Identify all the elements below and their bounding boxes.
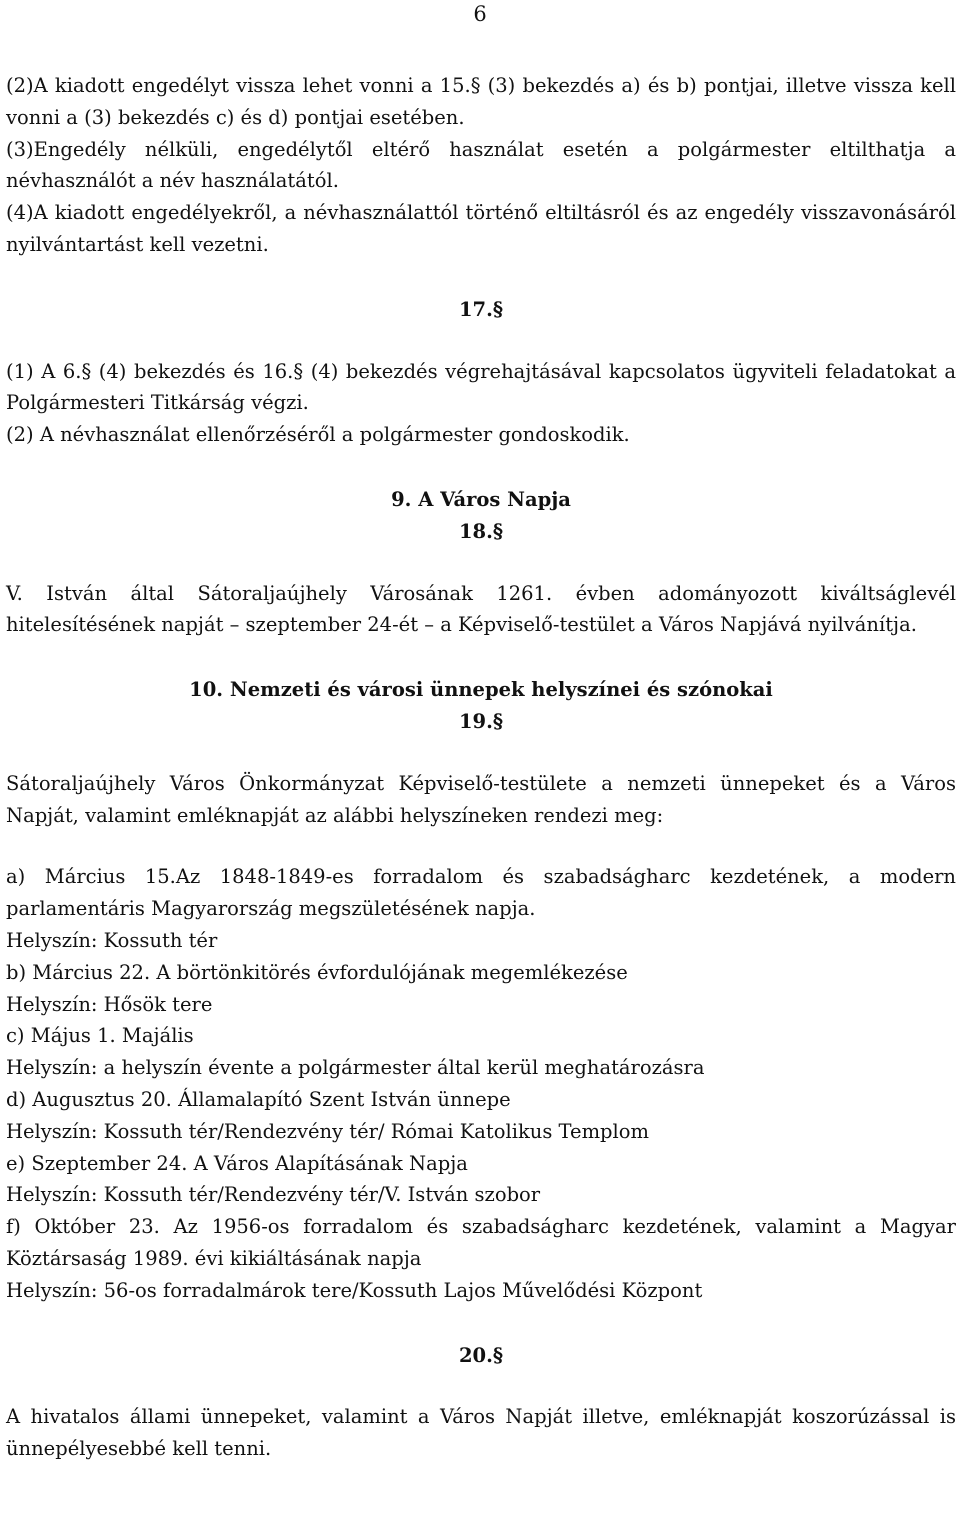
chapter-10-title: 10. Nemzeti és városi ünnepek helyszínei és szónokai [189,678,773,702]
holiday-event: f) Október 23. Az 1956-os forradalom és szabadságharc kezdetének, valamint a Magyar Köztársaság 1989. évi kikiáltásának napja [6,1215,956,1270]
document-body [6,70,956,1465]
section-20-title: 20.§ [458,1343,504,1367]
holiday-event: b) Március 22. A börtönkitörés évfordulójának megemlékezése [6,960,628,984]
chapter-9-title: 9. A Város Napja [391,487,571,511]
paragraph-19-intro: Sátoraljaújhely Város Önkormányzat Képviselő-testülete a nemzeti ünnepeket és a Város Napját, valamint emléknapját az alábbi helyszíneken rendezi meg: [6,771,956,827]
section-19-title: 19.§ [458,709,504,733]
holiday-event: a) Március 15.Az 1848-1849-es forradalom és szabadságharc kezdetének, a modern parlamentáris Magyarország megszületésének napja. [6,865,956,921]
paragraph-20-1: A hivatalos állami ünnepeket, valamint a Város Napját illetve, emléknapját koszorúzással is ünnepélyesebbé kell tenni. [6,1405,956,1461]
holiday-list [6,861,956,1306]
page-number: 6 [473,2,487,26]
holiday-venue: Helyszín: a helyszín évente a polgármester által kerül meghatározásra [6,1056,705,1080]
paragraph-15-2: (2)A kiadott engedélyt vissza lehet vonni a 15.§ (3) bekezdés a) és b) pontjai, illetve vissza kell vonni a (3) bekezdés c) és d) pontjai esetében. [6,74,956,129]
holiday-venue: Helyszín: Kossuth tér [6,928,218,952]
section-18-title: 18.§ [458,519,504,543]
holiday-venue: Helyszín: Kossuth tér/Rendezvény tér/ Római Katolikus Templom [6,1119,650,1143]
holiday-event: d) Augusztus 20. Államalapító Szent István ünnepe [6,1087,511,1111]
paragraph-18-1: V. István által Sátoraljaújhely Városának 1261. évben adományozott kiváltságlevél hitelesítésének napját – szeptember 24-ét – a Képviselő-testület a Város Napjává nyilvánítja. [6,581,956,637]
paragraph-17-2: (2) A névhasználat ellenőrzéséről a polgármester gondoskodik. [6,423,630,447]
holiday-venue: Helyszín: Hősök tere [6,992,213,1016]
holiday-venue: Helyszín: Kossuth tér/Rendezvény tér/V. István szobor [6,1183,541,1207]
paragraph-15-4: (4)A kiadott engedélyekről, a névhasználattól történő eltiltásról és az engedély visszavonásáról nyilvántartást kell vezetni. [6,201,956,256]
holiday-venue: Helyszín: 56-os forradalmárok tere/Kossuth Lajos Művelődési Központ [6,1278,703,1302]
paragraph-17-1: (1) A 6.§ (4) bekezdés és 16.§ (4) bekezdés végrehajtásával kapcsolatos ügyviteli feladatokat a Polgármesteri Titkárság végzi. [6,359,956,415]
holiday-event: c) Május 1. Majális [6,1024,194,1048]
paragraph-15-3: (3)Engedély nélküli, engedélytől eltérő használat esetén a polgármester eltilthatja a névhasználót a név használatától. [6,137,956,193]
section-17-title: 17.§ [458,297,504,321]
holiday-event: e) Szeptember 24. A Város Alapításának Napja [6,1151,468,1175]
